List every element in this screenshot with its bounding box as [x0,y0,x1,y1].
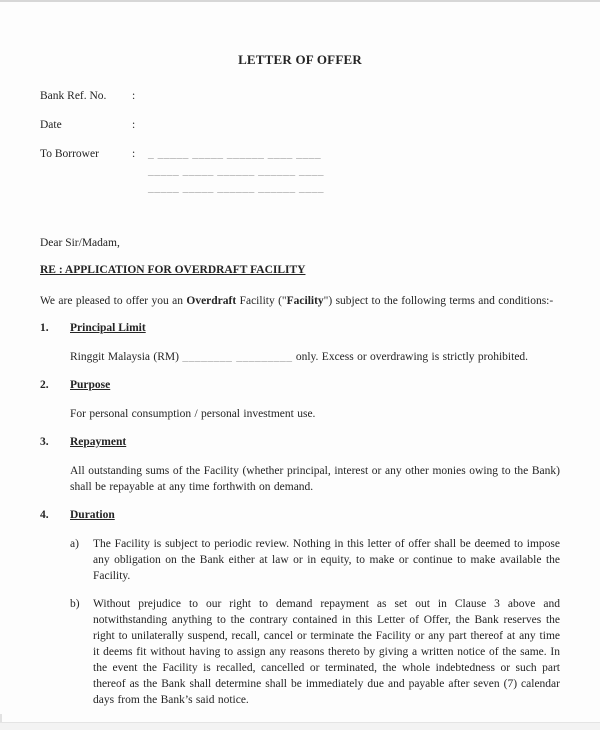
borrower-blank-line: _____ _____ ______ ______ ____ [148,165,324,177]
fill-in-blank: ________ _________ [182,351,293,363]
section-purpose [40,377,560,422]
section-number: 4. [40,509,49,521]
intro-text: ") subject to the following terms and conditions:- [323,295,554,307]
date-colon: : [132,119,136,131]
date-label: Date [40,119,62,131]
body-text: Ringgit Malaysia (RM) [70,351,183,363]
subitem-marker: a) [70,538,79,550]
section-title: Repayment [70,436,127,448]
intro-bold-overdraft: Overdraft [186,295,237,307]
intro-text: We are pleased to offer you an [40,295,187,307]
section-number: 2. [40,379,49,391]
bank-ref-value [148,88,560,104]
section-title: Purpose [70,379,111,391]
salutation: Dear Sir/Madam, [40,237,120,249]
borrower-blank-line: _ _____ _____ ______ ____ ____ [148,148,322,160]
section-title: Duration [70,509,115,521]
subitem-text: The Facility is subject to periodic review. Nothing in this letter of offer shall be deemed to impose any obligation on the Bank either at law or in equity, to make or continue to make available the Facility. [93,538,560,582]
intro-bold-facility: Facility [286,295,324,307]
to-borrower-label: To Borrower [40,148,99,160]
section-heading-row [40,320,560,336]
section-principal-limit [40,320,560,365]
section-title: Principal Limit [70,322,146,334]
field-bank-ref-no [40,88,560,104]
intro-paragraph [40,293,560,309]
intro-text: Facility (" [236,295,287,307]
section-repayment [40,434,560,495]
subitem-text: Without prejudice to our right to demand repayment as set out in Clause 3 above and notwithstanding anything to the contrary contained in this Letter of Offer, the Bank reserves the right to unilaterally suspend, recall, cancel or terminate the Facility or any part thereof at any time it deems fit without having to assign any reasons thereto by giving a written notice of the same. In the event the Facility is recalled, cancelled or terminated, the whole indebtedness or such part thereof as the Bank shall determine shall be immediately due and payable after seven (7) calendar days from the Bank’s said notice. [93,598,560,706]
page-top-edge [0,0,600,2]
subitem-marker: b) [70,598,80,610]
section-duration [40,507,560,708]
page-bottom-edge [0,722,600,730]
duration-item-b [70,596,560,708]
to-borrower-blank-lines [148,146,560,197]
to-borrower-colon: : [132,148,136,160]
section-number: 1. [40,322,49,334]
section-heading-row [40,434,560,450]
duration-item-a [70,536,560,584]
section-body [70,349,560,365]
borrower-blank-line: _____ _____ ______ ______ ____ [148,182,324,194]
field-to-borrower [40,146,560,197]
section-heading-row [40,377,560,393]
document-title: LETTER OF OFFER [238,52,362,67]
section-number: 3. [40,436,49,448]
field-date [40,117,560,133]
bank-ref-label: Bank Ref. No. [40,90,107,102]
body-text: only. Excess or overdrawing is strictly prohibited. [292,351,529,363]
subject-line [40,262,560,278]
subject-text: RE : APPLICATION FOR OVERDRAFT FACILITY [40,264,306,276]
section-body: All outstanding sums of the Facility (whether principal, interest or any other monies owing to the Bank) shall be repayable at any time forthwith on demand. [70,465,560,493]
date-value [148,117,560,133]
section-heading-row [40,507,560,523]
bank-ref-colon: : [132,90,136,102]
section-body: For personal consumption / personal investment use. [70,408,316,420]
